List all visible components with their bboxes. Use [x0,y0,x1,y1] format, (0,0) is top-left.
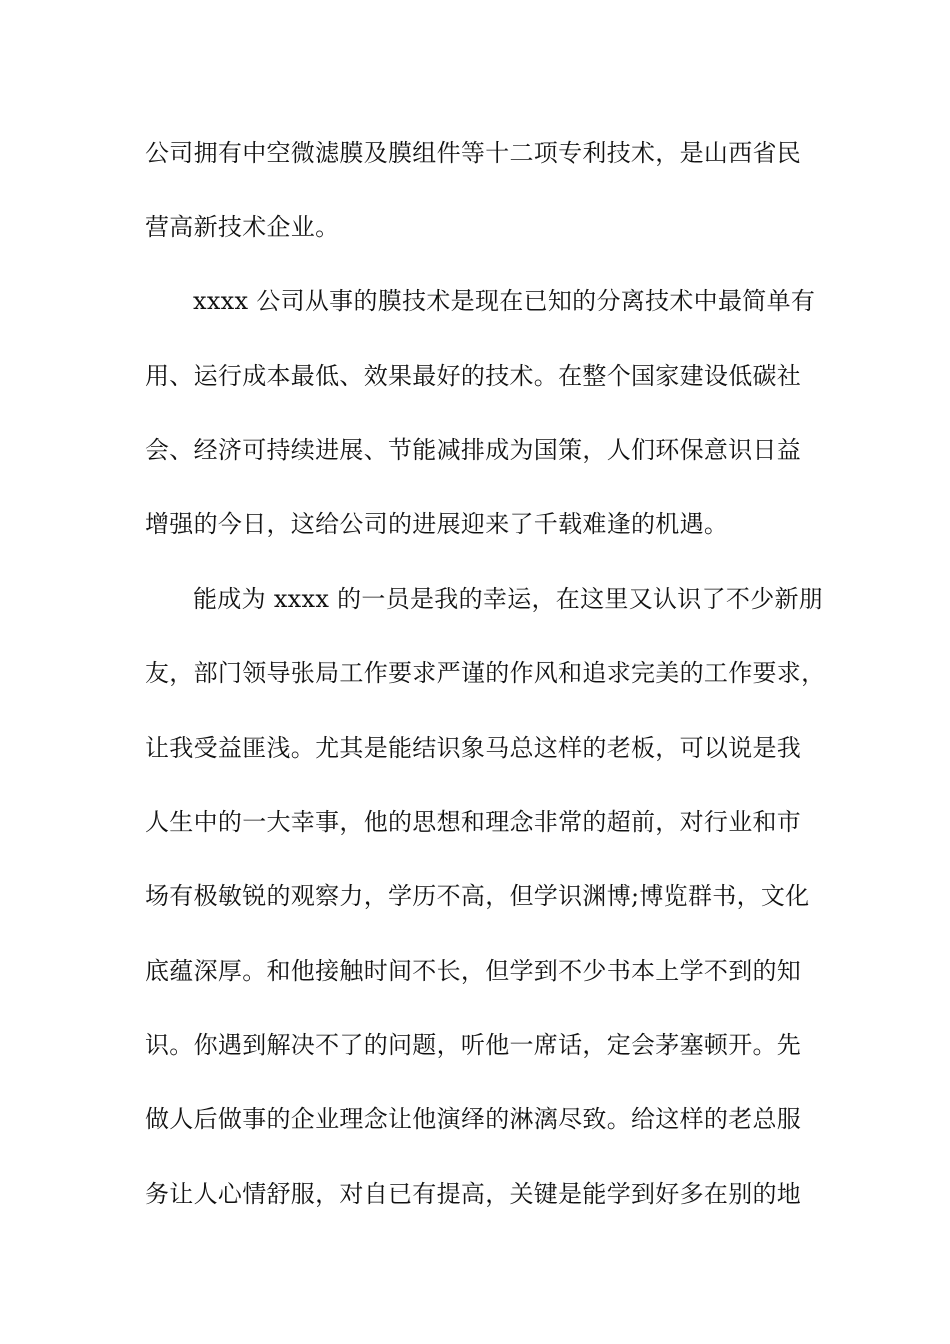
text-line: 公司拥有中空微滤膜及膜组件等十二项专利技术，是山西省民 [145,139,802,167]
text-line: 用、运行成本最低、效果最好的技术。在整个国家建设低碳社 [145,362,802,390]
text-line: 增强的今日，这给公司的进展迎来了千载难逢的机遇。 [145,510,729,538]
text-line: 场有极敏锐的观察力，学历不高，但学识渊博;博览群书，文化 [145,882,810,910]
text-line: 人生中的一大幸事，他的思想和理念非常的超前，对行业和市 [145,808,802,836]
text-line: 务让人心情舒服，对自已有提高，关键是能学到好多在别的地 [145,1180,802,1208]
text-line: 友，部门领导张局工作要求严谨的作风和追求完美的工作要求， [145,659,826,687]
text-line: 做人后做事的企业理念让他演绎的淋漓尽致。给这样的老总服 [145,1105,802,1133]
text-line: 会、经济可持续进展、节能减排成为国策，人们环保意识日益 [145,436,802,464]
text-line: 识。你遇到解决不了的问题，听他一席话，定会茅塞顿开。先 [145,1031,802,1059]
text-line: 营高新技术企业。 [145,213,340,241]
paragraph-first-line: 能成为 xxxx 的一员是我的幸运，在这里又认识了不少新朋 [193,585,824,613]
paragraph-first-line: xxxx 公司从事的膜技术是现在已知的分离技术中最简单有 [193,287,816,315]
text-line: 底蕴深厚。和他接触时间不长，但学到不少书本上学不到的知 [145,957,802,985]
text-line: 让我受益匪浅。尤其是能结识象马总这样的老板，可以说是我 [145,734,802,762]
